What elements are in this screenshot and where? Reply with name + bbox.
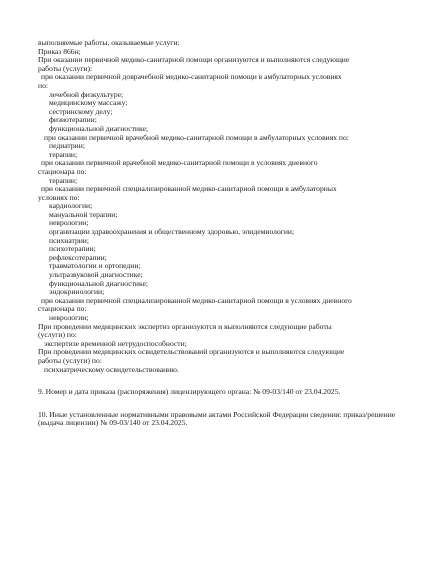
list-item: функциональной диагностике; bbox=[49, 123, 148, 133]
list-item: медицинскому массажу; bbox=[49, 98, 128, 108]
text-line: работы (услуги): bbox=[38, 63, 93, 73]
list-item: травматологии и ортопедии; bbox=[49, 261, 141, 271]
list-item: психотерапии; bbox=[49, 244, 96, 254]
text-line: по: bbox=[38, 80, 48, 90]
list-item: ультразвуковой диагностике; bbox=[49, 270, 143, 280]
list-item: физиотерапии; bbox=[49, 115, 97, 125]
list-item: лечебной физкультуре; bbox=[49, 89, 124, 99]
list-item: психиатрическому освидетельствованию. bbox=[44, 364, 179, 374]
text-line: при оказании первичной специализированной медико-санитарной помощи в условиях дневного bbox=[41, 295, 352, 305]
list-item: эндокринологии; bbox=[49, 287, 105, 297]
list-item: сестринскому делу; bbox=[49, 106, 113, 116]
spacer bbox=[38, 397, 400, 411]
text-line: при оказании первичной врачебной медико-санитарной помощи в амбулаторных условиях по: bbox=[44, 132, 349, 142]
text-line: (услуги) по: bbox=[38, 330, 77, 340]
list-item: неврологии; bbox=[49, 313, 89, 322]
text-line: При проведении медицинских экспертиз организуются и выполняются следующие работы bbox=[38, 321, 332, 331]
text-line: при оказании первичной доврачебной медико-санитарной помощи в амбулаторных условиях bbox=[41, 72, 342, 82]
list-item: педиатрии; bbox=[49, 141, 85, 151]
text-line: выполняемые работы, оказываемые услуги: bbox=[38, 38, 180, 47]
text-line: стационара по: bbox=[38, 304, 87, 314]
list-item: терапии; bbox=[49, 175, 78, 185]
text-line: работы (услуги) по: bbox=[38, 355, 102, 365]
text-line: стационара по: bbox=[38, 166, 87, 176]
list-item: функциональной диагностике; bbox=[49, 278, 148, 288]
section-10: 10. Иные установленные нормативными правовыми актами Российской Федерации сведения: приказ/решение (выдача лицензии) № 09-03/140 от 23.04.2025. bbox=[38, 409, 396, 428]
text-line: При оказании первичной медико-санитарной помощи организуются и выполняются следующие bbox=[38, 55, 350, 65]
list-item: рефлексотерапии; bbox=[49, 252, 107, 262]
list-item: неврологии; bbox=[49, 218, 89, 228]
document-body bbox=[38, 39, 400, 428]
list-item: экспертизе временной нетрудоспособности; bbox=[44, 338, 187, 348]
section-9: 9. Номер и дата приказа (распоряжения) лицензирующего органа: № 09-03/140 от 23.04.2025. bbox=[38, 387, 341, 397]
text-line: условиях по: bbox=[38, 192, 80, 202]
text-line: при оказании первичной врачебной медико-санитарной помощи в условиях дневного bbox=[41, 158, 318, 168]
text-line: Приказ 866н; bbox=[38, 46, 81, 56]
list-item: психиатрии; bbox=[49, 235, 89, 245]
list-item: мануальной терапии; bbox=[49, 209, 118, 219]
spacer bbox=[38, 374, 400, 388]
text-line: При проведении медицинских освидетельствований организуются и выполняются следующие bbox=[38, 347, 345, 357]
list-item: организации здравоохранения и общественному здоровью, эпидемиологии; bbox=[49, 227, 295, 237]
text-line: при оказании первичной специализированной медико-санитарной помощи в амбулаторных bbox=[41, 184, 337, 194]
list-item: терапии; bbox=[49, 149, 78, 159]
list-item: кардиологии; bbox=[49, 201, 93, 211]
